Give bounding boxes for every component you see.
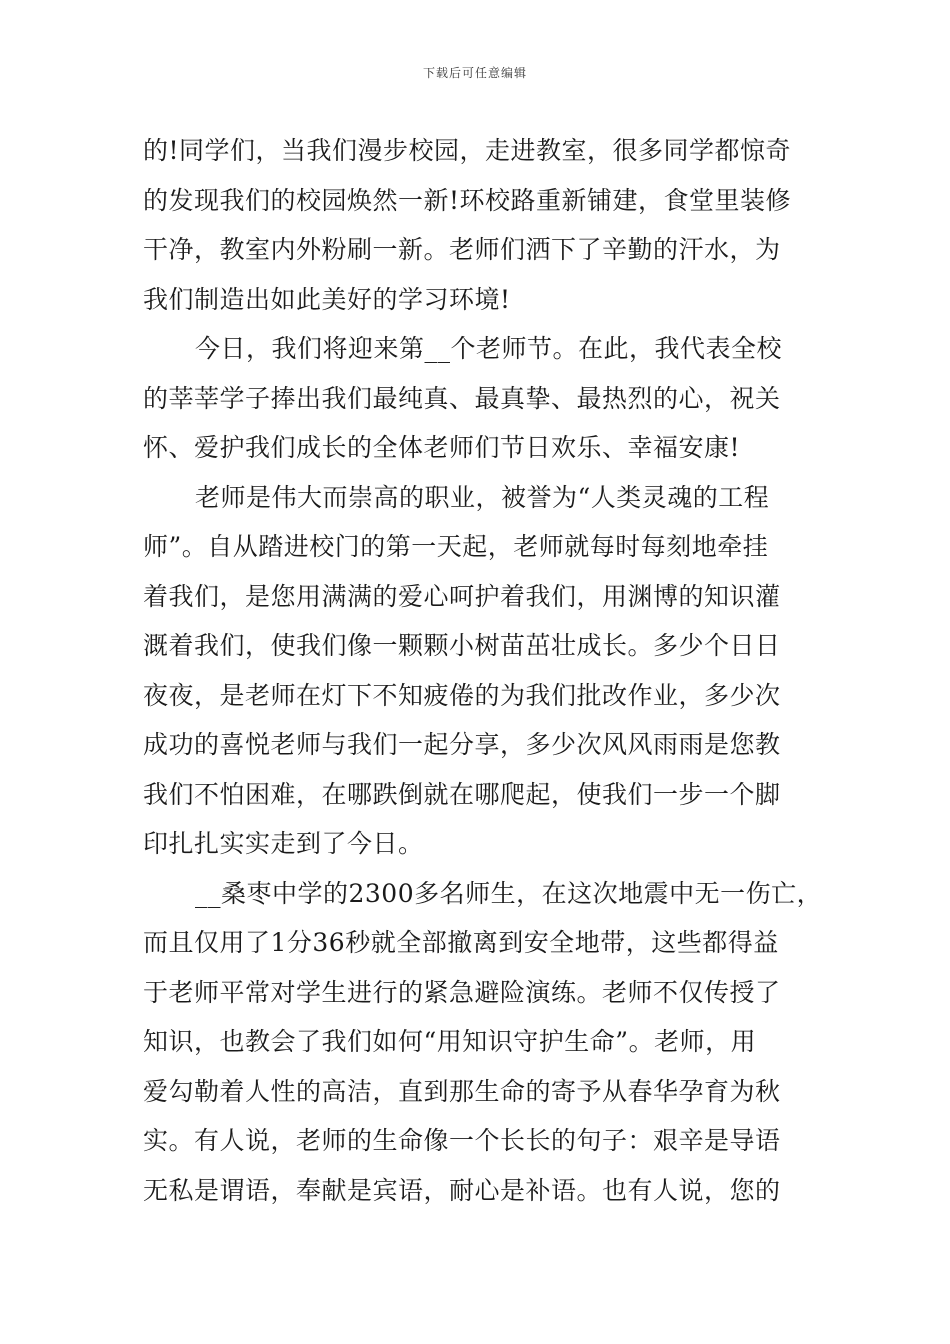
text-line: 怀、爱护我们成长的全体老师们节日欢乐、幸福安康! — [143, 433, 741, 462]
text-line: 的莘莘学子捧出我们最纯真、最真挚、最热烈的心，祝关 — [143, 383, 781, 413]
text-line: 师”。自从踏进校门的第一天起，老师就每时每刻地牵挂 — [143, 532, 769, 561]
text-line: 实。有人说，老师的生命像一个长长的句子：艰辛是导语 — [143, 1126, 781, 1155]
paragraph-first-line: 今日，我们将迎来第__个老师节。在此，我代表全校 — [195, 334, 783, 363]
paragraph-first-line: 老师是伟大而崇高的职业，被誉为“人类灵魂的工程 — [195, 482, 770, 512]
text-line: 干净，教室内外粉刷一新。老师们洒下了辛勤的汗水，为 — [143, 235, 781, 264]
paragraph-first-line: __桑枣中学的2300多名师生，在这次地震中无一伤亡， — [195, 878, 823, 908]
page-header: 下载后可任意编辑 — [422, 66, 527, 80]
text-line: 于老师平常对学生进行的紧急避险演练。老师不仅传授了 — [143, 977, 781, 1007]
text-line: 溉着我们，使我们像一颗颗小树苗茁壮成长。多少个日日 — [143, 631, 781, 660]
text-line: 而且仅用了1分36秒就全部撤离到安全地带，这些都得益 — [143, 928, 779, 957]
text-line: 成功的喜悦老师与我们一起分享，多少次风风雨雨是您教 — [143, 730, 781, 759]
text-line: 爱勾勒着人性的高洁，直到那生命的寄予从春华孕育为秋 — [143, 1076, 781, 1106]
document-body — [143, 126, 823, 1215]
text-line: 无私是谓语，奉献是宾语，耐心是补语。也有人说，您的 — [143, 1175, 781, 1205]
text-line: 我们制造出如此美好的学习环境! — [143, 284, 511, 314]
text-line: 的发现我们的校园焕然一新!环校路重新铺建，食堂里装修 — [143, 185, 792, 215]
text-line: 的!同学们，当我们漫步校园，走进教室，很多同学都惊奇 — [143, 136, 792, 165]
text-line: 夜夜，是老师在灯下不知疲倦的为我们批改作业，多少次 — [143, 680, 781, 710]
text-line: 着我们，是您用满满的爱心呵护着我们，用渊博的知识灌 — [143, 581, 781, 611]
text-line: 知识，也教会了我们如何“用知识守护生命”。老师，用 — [143, 1027, 757, 1056]
text-line: 印扎扎实实走到了今日。 — [143, 829, 424, 858]
text-line: 我们不怕困难，在哪跌倒就在哪爬起，使我们一步一个脚 — [143, 779, 781, 809]
